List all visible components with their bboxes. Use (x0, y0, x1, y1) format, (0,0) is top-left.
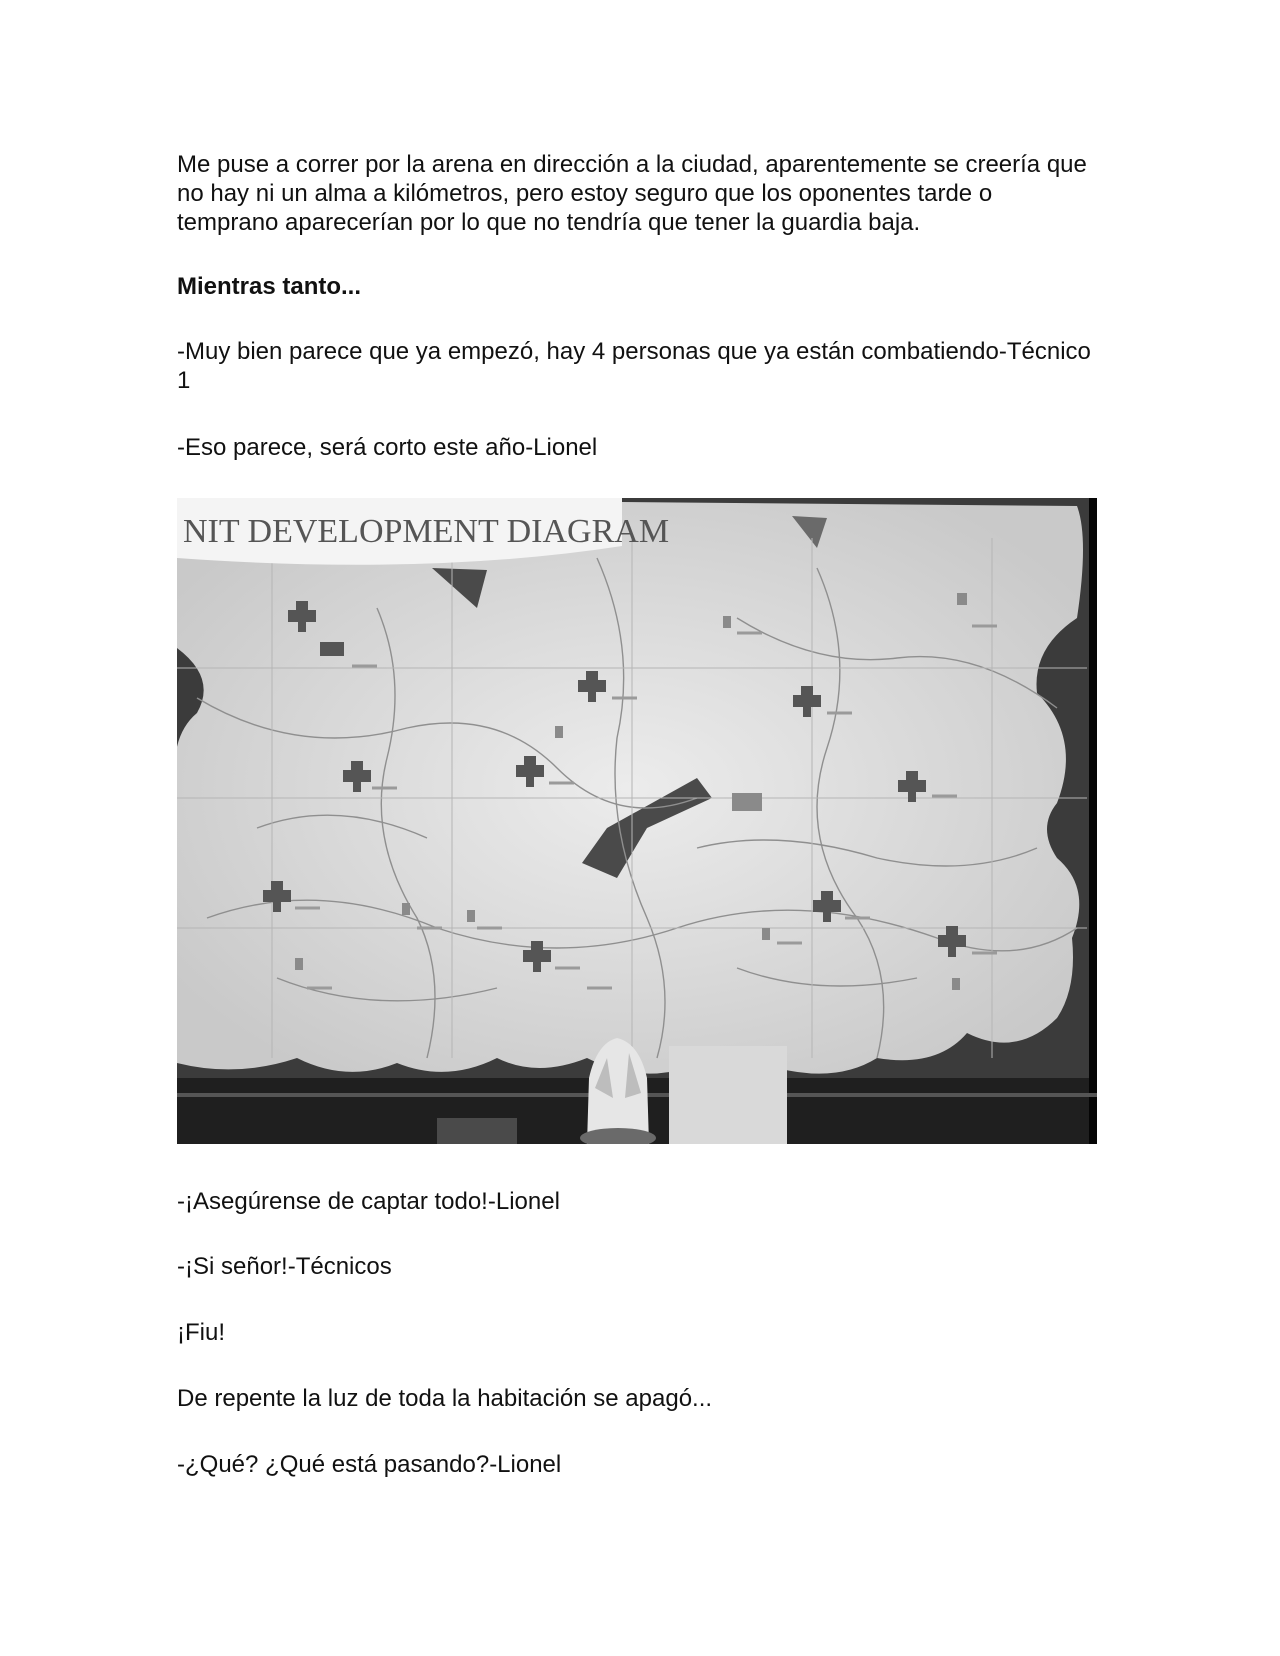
dialogue-tecnico: -Muy bien parece que ya empezó, hay 4 personas que ya están combatiendo-Técnico 1 (177, 338, 1091, 394)
paragraph-opening: Me puse a correr por la arena en dirección a la ciudad, aparentemente se creería que no hay ni un alma a kilómetros, pero estoy seguro que los oponentes tarde o temprano aparecerían por lo que no tendría que tener la guardia baja. (177, 151, 1087, 236)
dialogue-lionel-1: -Eso parece, será corto este año-Lionel (177, 434, 598, 461)
paragraph-lights-off: De repente la luz de toda la habitación se apagó... (177, 1385, 713, 1412)
dialogue-lionel-2: -¡Asegúrense de captar todo!-Lionel (177, 1188, 560, 1215)
map-banner-text: NIT DEVELOPMENT DIAGRAM (183, 513, 670, 550)
sound-effect: ¡Fiu! (177, 1319, 225, 1346)
map-screenshot-image (177, 498, 1097, 1144)
dialogue-lionel-3: -¿Qué? ¿Qué está pasando?-Lionel (177, 1451, 562, 1478)
section-heading: Mientras tanto... (177, 273, 362, 300)
dialogue-tecnicos: -¡Si señor!-Técnicos (177, 1253, 392, 1280)
